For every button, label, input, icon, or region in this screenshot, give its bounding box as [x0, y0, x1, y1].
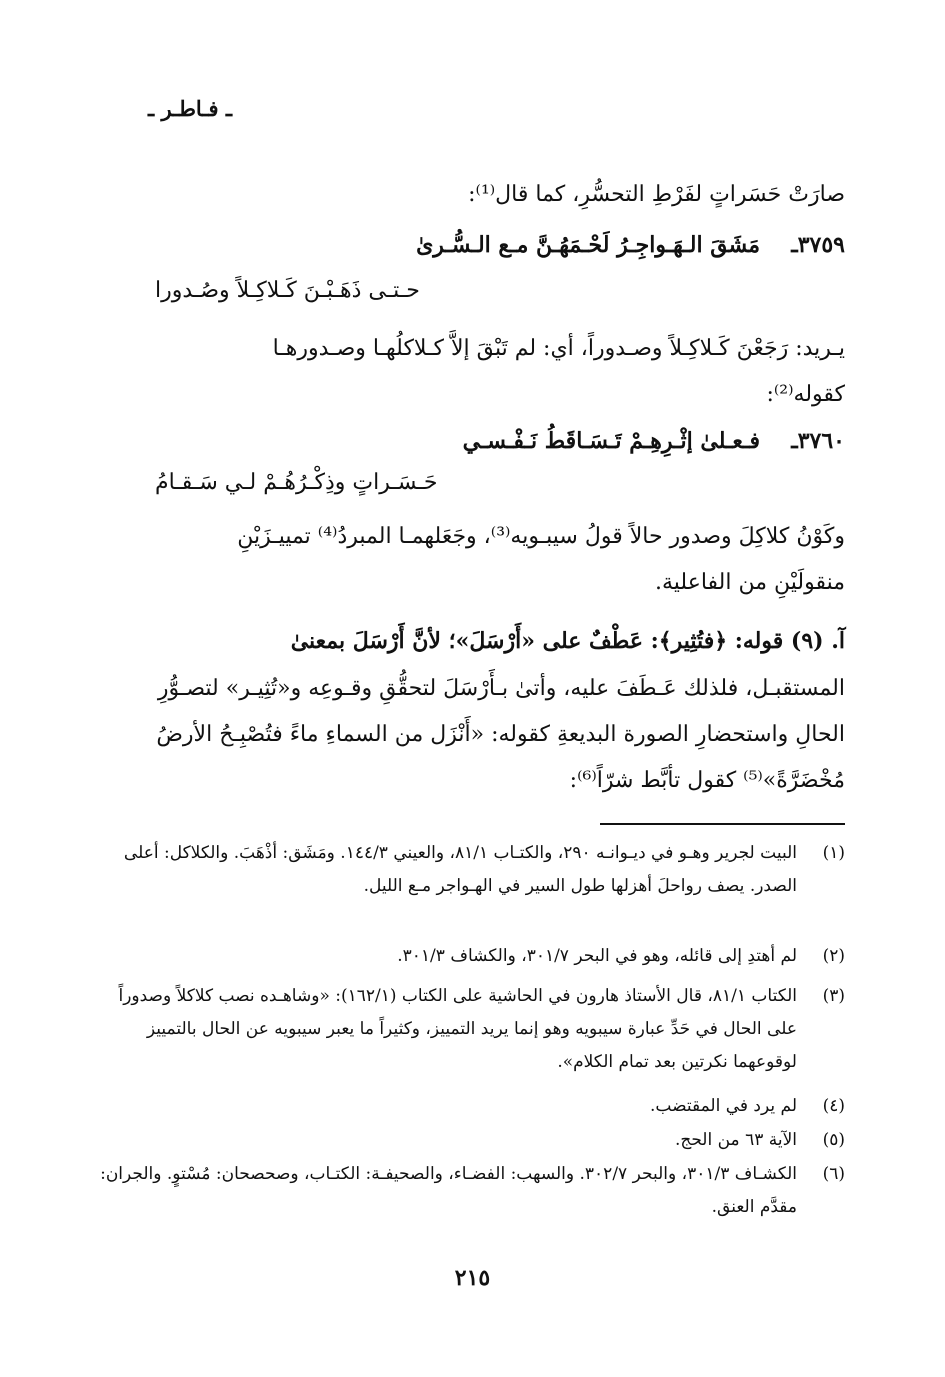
- body-line-2: يـريد: رَجَعْنَ كَـلاكِـلاً وصـدوراً، أي: لم تَبْقَ إلاَّ كـلاكلُهـا وصـدورهـا: [272, 336, 845, 361]
- footnote-5: [100, 1124, 845, 1157]
- footnote-3-number: (٣): [822, 986, 845, 1006]
- footnote-3-text: الكتاب ٨١/١، قال الأستاذ هارون في الحاشية على الكتاب (١٦٢/١): «وشاهـده نصب كلاكلاً وصدوراً على الحال في حَدِّ عبارة سيبويه وهو إنما يريد التمييز، وكثيراً ما يعبر سيبويه عن الحال بالتمييز لوقوعهما نكرتين بعد تمام الكلام».: [118, 986, 797, 1072]
- footnote-2-text: لم أهتدِ إلى قائله، وهو في البحر ٣٠١/٧، والكشاف ٣٠١/٣.: [397, 946, 797, 966]
- body-line-1: صارَتْ حَسَراتٍ لفَرْطِ التحسُّرِ، كما قال⁽¹⁾:: [468, 182, 845, 207]
- footnote-separator: [600, 823, 845, 825]
- footnote-1-number: (١): [822, 843, 845, 863]
- body-line-8: الحالِ واستحضارِ الصورة البديعةِ كقوله: «أَنْزَل من السماءِ ماءً فتُصْبِـحُ الأرضُ: [156, 722, 845, 747]
- footnote-4: [100, 1090, 845, 1123]
- page-number: ٢١٥: [454, 1265, 491, 1291]
- footnote-4-text: لم يرد في المقتضب.: [650, 1096, 797, 1116]
- verse-3759-hemistich-1: مَشَقَ الـهَـواجِـرُ لَحْـمَهُـنَّ مـع الـسُّـرىٰ: [416, 232, 760, 258]
- footnote-5-number: (٥): [822, 1130, 845, 1150]
- footnote-1-text: البيت لجرير وهـو في ديـوانـه ٢٩٠، والكتـاب ٨١/١، والعيني ١٤٤/٣. ومَشَق: أذْهَبَ. والكلاكل: أعلى الصدر. يصف رواحلَ أهزلها طول السير في الهـواجر مـع الليل.: [123, 843, 797, 896]
- body-line-6: آ. (٩) قوله: ﴿فتُثِير﴾: عَطْفٌ على «أَرْسَلَ»؛ لأنَّ أَرْسَلَ بمعنىٰ: [290, 628, 845, 654]
- footnote-6-text: الكشـاف ٣٠١/٣، والبحر ٣٠٢/٧. والسهب: الفضـاء، والصحيفـة: الكتـاب، وصحصحان: مُسْتوٍ. والجران: مقدَّم العنق.: [100, 1164, 797, 1217]
- verse-number-3759: ٣٧٥٩ـ: [791, 232, 845, 258]
- footnote-2: [100, 940, 845, 973]
- footnote-6-number: (٦): [822, 1164, 845, 1184]
- body-line-9: مُخْضَرَّةً»⁽⁵⁾ كقول تأبَّط شرّاً⁽⁶⁾:: [569, 768, 845, 793]
- verse-3759-hemistich-2: حـتـى ذَهَـبْـنَ كَـلاكِـلاً وصُـدورا: [155, 278, 420, 303]
- footnote-3: [100, 980, 845, 1079]
- footnote-1: [100, 837, 845, 903]
- body-line-5: منقولَيْنِ من الفاعلية.: [654, 570, 845, 595]
- footnote-4-number: (٤): [822, 1096, 845, 1116]
- footnote-6: [100, 1158, 845, 1224]
- verse-3760-hemistich-2: حَـسَـراتٍ وذِكْـرُهُـمْ لـي سَـقـامُ: [155, 470, 438, 495]
- verse-number-3760: ٣٧٦٠ـ: [791, 428, 845, 454]
- footnote-2-number: (٢): [822, 946, 845, 966]
- footnote-5-text: الآية ٦٣ من الحج.: [674, 1130, 797, 1150]
- verse-3760-hemistich-1: فـعـلىٰ إثْـرِهِـمْ تَـسَـاقَطُ نَـفْـسـي: [462, 428, 760, 454]
- body-line-7: المستقبـل، فلذلك عَـطَفَ عليه، وأتىٰ بـأَرْسَلَ لتحقُّقِ وقـوعِه و«تُثِيـر» لتصـوُّرِ: [157, 676, 845, 701]
- running-header: ـ فـاطـر ـ: [148, 96, 232, 121]
- body-line-3: كقوله⁽²⁾:: [766, 382, 845, 407]
- body-line-4: وكَوْنُ كلاكِلَ وصدور حالاً قولُ سيبـويه⁽³⁾، وجَعَلهمـا المبردُ⁽⁴⁾ تمييـزَيْنِ: [237, 524, 845, 549]
